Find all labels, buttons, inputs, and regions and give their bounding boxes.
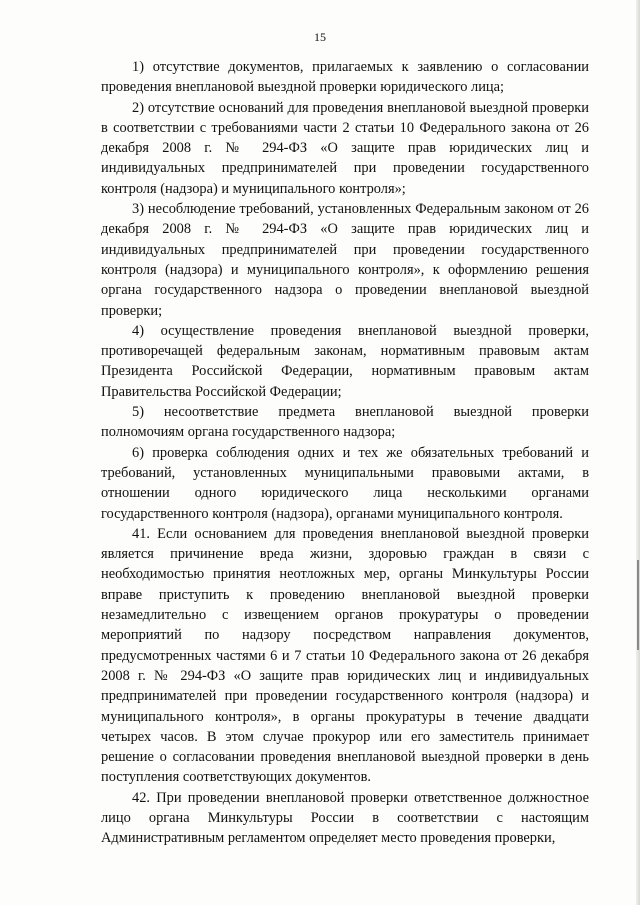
paragraph-item-3: 3) несоблюдение требований, установленных Федеральным законом от 26 декабря 2008 г. № 294-ФЗ «О защите прав юридических лиц и индивидуальных предпринимателей при проведении государственного контроля (надзора) и муниципального контроля», к оформлению решения органа государственного надзора о проведении внеплановой выездной проверки; bbox=[101, 201, 589, 319]
paragraph-41: 41. Если основанием для проведения внеплановой выездной проверки является причинение вреда жизни, здоровью граждан в связи с необходимостью принятия неотложных мер, органы Минкультуры России вправе приступить к проведению внеплановой выездной проверки незамедлительно с извещением органов прокуратуры о проведении мероприятий по надзору посредством направления документов, предусмотренных частями 6 и 7 статьи 10 Федерального закона от 26 декабря 2008 г. № 294-ФЗ «О защите прав юридических лиц и индивидуальных предпринимателей при проведении государственного контроля (надзора) и муниципального контроля», в органы прокуратуры в течение двадцати четырех часов. В этом случае прокурор или его заместитель принимает решение о согласовании проведения внеплановой выездной проверки в день поступления соответствующих документов. bbox=[101, 525, 589, 786]
paragraph-item-6: 6) проверка соблюдения одних и тех же обязательных требований и требований, установленных муниципальными правовыми актами, в отношении одного юридического лица несколькими органами государственного контроля (надзора), органами муниципального контроля. bbox=[101, 444, 589, 522]
paragraph-item-5: 5) несоответствие предмета внеплановой выездной проверки полномочиям органа государственного надзора; bbox=[101, 404, 589, 441]
page-body bbox=[101, 57, 589, 849]
paragraph-item-4: 4) осуществление проведения внеплановой выездной проверки, противоречащей федеральным законам, нормативным правовым актам Президента Российской Федерации, нормативным правовым актам Правительства Российской Федерации; bbox=[101, 322, 589, 400]
page-number: 15 bbox=[314, 30, 326, 44]
paragraph-item-1: 1) отсутствие документов, прилагаемых к заявлению о согласовании проведения внеплановой выездной проверки юридического лица; bbox=[101, 59, 589, 96]
paragraph-42: 42. При проведении внеплановой проверки ответственное должностное лицо органа Минкультуры России в соответствии с настоящим Административным регламентом определяет место проведения проверки, bbox=[101, 789, 589, 847]
scan-edge-mark bbox=[637, 560, 639, 650]
paragraph-item-2: 2) отсутствие оснований для проведения внеплановой выездной проверки в соответствии с требованиями части 2 статьи 10 Федерального закона от 26 декабря 2008 г. № 294-ФЗ «О защите прав юридических лиц и индивидуальных предпринимателей при проведении государственного контроля (надзора) и муниципального контроля»; bbox=[101, 99, 589, 197]
scan-edge bbox=[636, 0, 640, 905]
